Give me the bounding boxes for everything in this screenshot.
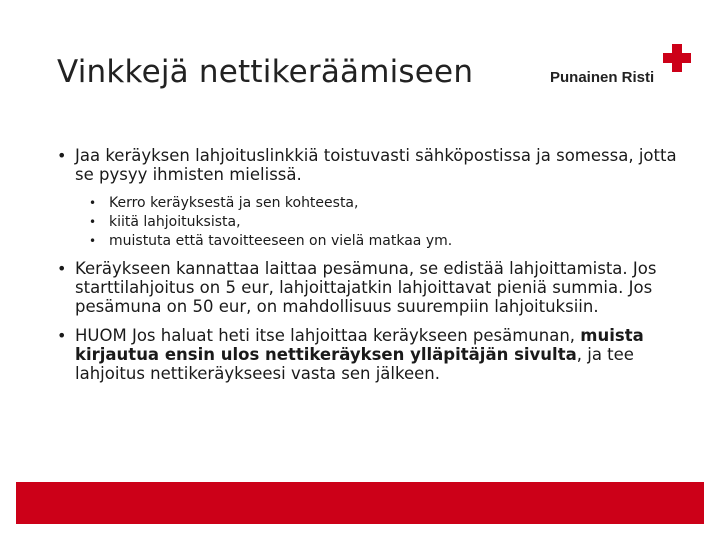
logo-text: Punainen Risti [550,69,655,86]
sub-bullet-item [89,232,677,251]
bullet-list [57,146,677,393]
bullet-item [57,326,677,383]
bullet-text: Jaa keräyksen lahjoituslinkkiä toistuvasti sähköpostissa ja somessa, jotta se pysyy ihmisten mielissä. [75,146,677,184]
bullet-dot-icon: • [89,196,97,210]
bullet-text-emphasis: muista kirjautua ensin ulos nettikeräyksen ylläpitäjän sivulta [75,326,644,364]
bullet-text-post: , ja tee lahjoitus nettikeräykseesi vasta sen jälkeen. [75,345,634,383]
bullet-text: Keräykseen kannattaa laittaa pesämuna, se edistää lahjoittamista. Jos starttilahjoitus on 5 eur, lahjoittajatkin lahjoittavat pieniä summia. Jos pesämuna on 50 eur, on mahdollisuus suurempiin lahjoituksiin. [75,259,657,316]
red-cross-logo [550,44,695,88]
slide-title: Vinkkejä nettikeräämiseen [57,54,474,90]
sub-bullet-item [89,213,677,232]
sub-bullet-list [89,194,677,251]
bullet-dot-icon: • [57,146,67,165]
sub-bullet-text: kiitä lahjoituksista, [109,214,241,230]
bullet-item [57,259,677,316]
sub-bullet-text: Kerro keräyksestä ja sen kohteesta, [109,195,359,211]
bullet-dot-icon: • [57,259,67,278]
red-cross-icon [663,44,691,72]
footer-bar [16,482,704,524]
bullet-text-pre: HUOM Jos haluat heti itse lahjoittaa keräykseen pesämunan, [75,326,581,345]
sub-bullet-text: muistuta että tavoitteeseen on vielä matkaa ym. [109,233,453,249]
sub-bullet-item [89,194,677,213]
bullet-item [57,146,677,184]
bullet-dot-icon: • [89,215,97,229]
bullet-dot-icon: • [89,234,97,248]
bullet-dot-icon: • [57,326,67,345]
